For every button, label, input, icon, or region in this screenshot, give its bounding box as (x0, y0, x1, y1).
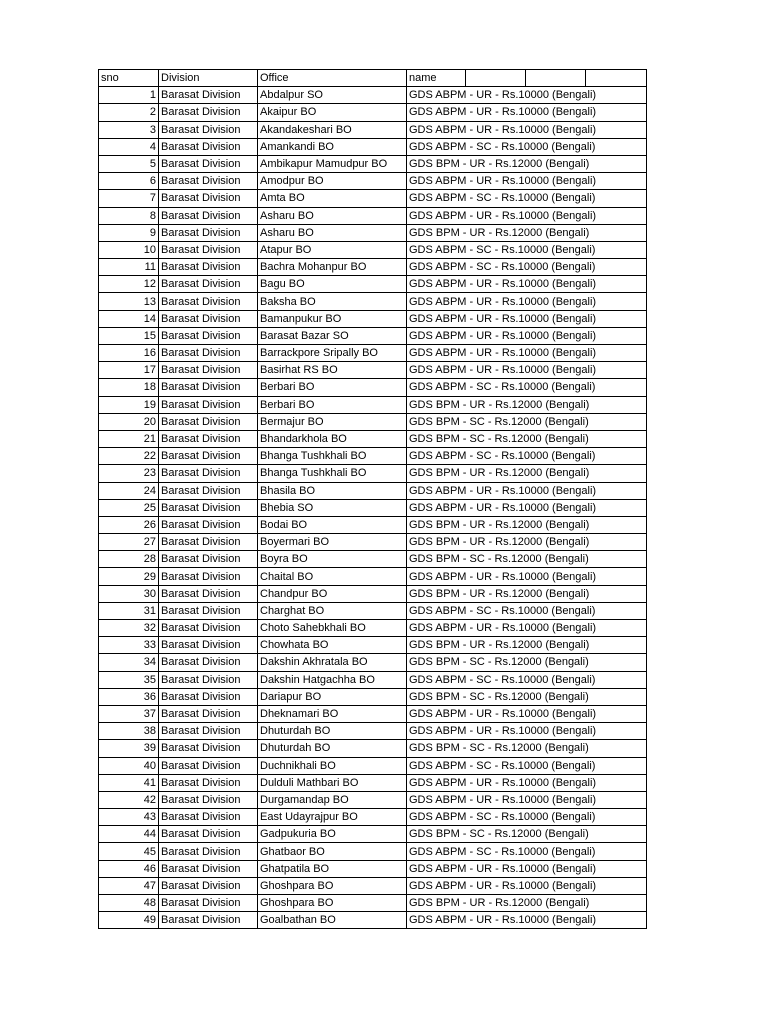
table-body (99, 70, 647, 929)
table-row (99, 465, 647, 482)
cell-office: Duchnikhali BO (258, 757, 407, 774)
cell-sno: 29 (99, 568, 159, 585)
cell-division: Barasat Division (159, 568, 258, 585)
cell-office: Choto Sahebkhali BO (258, 620, 407, 637)
cell-office: Amta BO (258, 190, 407, 207)
cell-sno: 15 (99, 327, 159, 344)
cell-name: GDS BPM - SC - Rs.12000 (Bengali) (407, 740, 647, 757)
header-empty-cell (466, 70, 526, 87)
cell-office: Basirhat RS BO (258, 362, 407, 379)
cell-sno: 19 (99, 396, 159, 413)
cell-sno: 33 (99, 637, 159, 654)
cell-sno: 40 (99, 757, 159, 774)
cell-name: GDS ABPM - UR - Rs.10000 (Bengali) (407, 310, 647, 327)
cell-division: Barasat Division (159, 224, 258, 241)
table-row (99, 877, 647, 894)
table-row (99, 895, 647, 912)
cell-sno: 30 (99, 585, 159, 602)
header-division: Division (159, 70, 258, 87)
cell-division: Barasat Division (159, 465, 258, 482)
table-row (99, 413, 647, 430)
cell-sno: 23 (99, 465, 159, 482)
table-row (99, 241, 647, 258)
table-row (99, 224, 647, 241)
table-row (99, 345, 647, 362)
cell-sno: 18 (99, 379, 159, 396)
cell-office: Bhanga Tushkhali BO (258, 448, 407, 465)
table-row (99, 362, 647, 379)
cell-sno: 47 (99, 877, 159, 894)
cell-office: Bhanga Tushkhali BO (258, 465, 407, 482)
cell-name: GDS ABPM - SC - Rs.10000 (Bengali) (407, 241, 647, 258)
table-row (99, 173, 647, 190)
cell-office: Bagu BO (258, 276, 407, 293)
cell-division: Barasat Division (159, 551, 258, 568)
cell-sno: 9 (99, 224, 159, 241)
cell-office: Baksha BO (258, 293, 407, 310)
table-row (99, 534, 647, 551)
cell-name: GDS ABPM - UR - Rs.10000 (Bengali) (407, 877, 647, 894)
cell-division: Barasat Division (159, 705, 258, 722)
cell-name: GDS ABPM - UR - Rs.10000 (Bengali) (407, 860, 647, 877)
cell-office: Akandakeshari BO (258, 121, 407, 138)
table-row (99, 155, 647, 172)
table-row (99, 516, 647, 533)
cell-sno: 34 (99, 654, 159, 671)
cell-name: GDS ABPM - UR - Rs.10000 (Bengali) (407, 723, 647, 740)
cell-division: Barasat Division (159, 516, 258, 533)
cell-name: GDS BPM - UR - Rs.12000 (Bengali) (407, 465, 647, 482)
cell-sno: 36 (99, 688, 159, 705)
cell-office: Ghoshpara BO (258, 895, 407, 912)
cell-sno: 17 (99, 362, 159, 379)
table-row (99, 138, 647, 155)
cell-office: Bhandarkhola BO (258, 430, 407, 447)
header-empty-cell (526, 70, 586, 87)
cell-name: GDS ABPM - UR - Rs.10000 (Bengali) (407, 276, 647, 293)
cell-division: Barasat Division (159, 585, 258, 602)
cell-name: GDS BPM - SC - Rs.12000 (Bengali) (407, 551, 647, 568)
cell-division: Barasat Division (159, 499, 258, 516)
table-row (99, 293, 647, 310)
cell-office: Chandpur BO (258, 585, 407, 602)
cell-office: Bhebia SO (258, 499, 407, 516)
header-sno: sno (99, 70, 159, 87)
table-row (99, 843, 647, 860)
cell-division: Barasat Division (159, 293, 258, 310)
cell-division: Barasat Division (159, 534, 258, 551)
cell-division: Barasat Division (159, 207, 258, 224)
cell-name: GDS BPM - UR - Rs.12000 (Bengali) (407, 895, 647, 912)
cell-sno: 32 (99, 620, 159, 637)
cell-office: Asharu BO (258, 207, 407, 224)
cell-name: GDS ABPM - SC - Rs.10000 (Bengali) (407, 843, 647, 860)
cell-sno: 11 (99, 259, 159, 276)
cell-sno: 42 (99, 791, 159, 808)
cell-division: Barasat Division (159, 912, 258, 929)
cell-sno: 22 (99, 448, 159, 465)
cell-division: Barasat Division (159, 602, 258, 619)
cell-name: GDS ABPM - UR - Rs.10000 (Bengali) (407, 293, 647, 310)
cell-division: Barasat Division (159, 671, 258, 688)
cell-office: Bamanpukur BO (258, 310, 407, 327)
table-row (99, 826, 647, 843)
cell-office: Bhasila BO (258, 482, 407, 499)
cell-office: Ambikapur Mamudpur BO (258, 155, 407, 172)
table-row (99, 396, 647, 413)
cell-division: Barasat Division (159, 310, 258, 327)
cell-division: Barasat Division (159, 723, 258, 740)
table-row (99, 259, 647, 276)
cell-office: Dakshin Akhratala BO (258, 654, 407, 671)
cell-division: Barasat Division (159, 482, 258, 499)
cell-name: GDS BPM - SC - Rs.12000 (Bengali) (407, 654, 647, 671)
cell-sno: 38 (99, 723, 159, 740)
cell-sno: 43 (99, 809, 159, 826)
cell-division: Barasat Division (159, 241, 258, 258)
cell-name: GDS ABPM - UR - Rs.10000 (Bengali) (407, 482, 647, 499)
cell-division: Barasat Division (159, 774, 258, 791)
cell-sno: 1 (99, 87, 159, 104)
cell-name: GDS ABPM - SC - Rs.10000 (Bengali) (407, 602, 647, 619)
cell-division: Barasat Division (159, 843, 258, 860)
cell-sno: 12 (99, 276, 159, 293)
cell-sno: 10 (99, 241, 159, 258)
cell-office: Dulduli Mathbari BO (258, 774, 407, 791)
cell-name: GDS ABPM - SC - Rs.10000 (Bengali) (407, 671, 647, 688)
cell-name: GDS BPM - UR - Rs.12000 (Bengali) (407, 637, 647, 654)
table-row (99, 448, 647, 465)
cell-name: GDS ABPM - SC - Rs.10000 (Bengali) (407, 809, 647, 826)
cell-division: Barasat Division (159, 413, 258, 430)
cell-name: GDS BPM - UR - Rs.12000 (Bengali) (407, 396, 647, 413)
cell-name: GDS BPM - SC - Rs.12000 (Bengali) (407, 430, 647, 447)
cell-name: GDS BPM - UR - Rs.12000 (Bengali) (407, 585, 647, 602)
cell-office: Dakshin Hatgachha BO (258, 671, 407, 688)
cell-office: Ghatpatila BO (258, 860, 407, 877)
cell-sno: 8 (99, 207, 159, 224)
table-row (99, 620, 647, 637)
table-row (99, 723, 647, 740)
cell-office: Durgamandap BO (258, 791, 407, 808)
cell-sno: 25 (99, 499, 159, 516)
cell-division: Barasat Division (159, 396, 258, 413)
cell-sno: 37 (99, 705, 159, 722)
cell-division: Barasat Division (159, 860, 258, 877)
cell-sno: 20 (99, 413, 159, 430)
table-row (99, 430, 647, 447)
cell-division: Barasat Division (159, 688, 258, 705)
cell-name: GDS ABPM - SC - Rs.10000 (Bengali) (407, 138, 647, 155)
cell-office: Berbari BO (258, 379, 407, 396)
cell-division: Barasat Division (159, 345, 258, 362)
cell-sno: 2 (99, 104, 159, 121)
cell-office: Ghoshpara BO (258, 877, 407, 894)
cell-office: Goalbathan BO (258, 912, 407, 929)
table-row (99, 912, 647, 929)
cell-office: Dariapur BO (258, 688, 407, 705)
cell-sno: 6 (99, 173, 159, 190)
cell-division: Barasat Division (159, 620, 258, 637)
cell-office: Asharu BO (258, 224, 407, 241)
cell-name: GDS ABPM - SC - Rs.10000 (Bengali) (407, 190, 647, 207)
cell-division: Barasat Division (159, 190, 258, 207)
cell-office: Charghat BO (258, 602, 407, 619)
cell-sno: 16 (99, 345, 159, 362)
cell-division: Barasat Division (159, 895, 258, 912)
cell-name: GDS ABPM - UR - Rs.10000 (Bengali) (407, 568, 647, 585)
cell-office: Boyra BO (258, 551, 407, 568)
cell-sno: 14 (99, 310, 159, 327)
table-row (99, 379, 647, 396)
cell-name: GDS ABPM - UR - Rs.10000 (Bengali) (407, 207, 647, 224)
cell-name: GDS BPM - UR - Rs.12000 (Bengali) (407, 534, 647, 551)
table-row (99, 276, 647, 293)
cell-division: Barasat Division (159, 379, 258, 396)
cell-name: GDS BPM - SC - Rs.12000 (Bengali) (407, 413, 647, 430)
table-row (99, 568, 647, 585)
table-row (99, 87, 647, 104)
cell-sno: 3 (99, 121, 159, 138)
cell-sno: 45 (99, 843, 159, 860)
cell-name: GDS ABPM - UR - Rs.10000 (Bengali) (407, 620, 647, 637)
table-row (99, 310, 647, 327)
cell-sno: 31 (99, 602, 159, 619)
cell-office: Bodai BO (258, 516, 407, 533)
header-name: name (407, 70, 466, 87)
cell-office: Atapur BO (258, 241, 407, 258)
vacancy-table (98, 69, 647, 929)
cell-name: GDS ABPM - SC - Rs.10000 (Bengali) (407, 757, 647, 774)
cell-office: Gadpukuria BO (258, 826, 407, 843)
table-row (99, 637, 647, 654)
cell-division: Barasat Division (159, 826, 258, 843)
cell-name: GDS BPM - SC - Rs.12000 (Bengali) (407, 826, 647, 843)
cell-division: Barasat Division (159, 809, 258, 826)
cell-sno: 7 (99, 190, 159, 207)
cell-office: East Udayrajpur BO (258, 809, 407, 826)
table-row (99, 551, 647, 568)
cell-division: Barasat Division (159, 87, 258, 104)
header-empty-cell (586, 70, 647, 87)
cell-division: Barasat Division (159, 276, 258, 293)
cell-division: Barasat Division (159, 327, 258, 344)
cell-name: GDS ABPM - UR - Rs.10000 (Bengali) (407, 499, 647, 516)
cell-sno: 5 (99, 155, 159, 172)
cell-division: Barasat Division (159, 448, 258, 465)
cell-division: Barasat Division (159, 654, 258, 671)
cell-sno: 4 (99, 138, 159, 155)
cell-office: Dheknamari BO (258, 705, 407, 722)
cell-name: GDS ABPM - UR - Rs.10000 (Bengali) (407, 362, 647, 379)
cell-division: Barasat Division (159, 155, 258, 172)
table-row (99, 809, 647, 826)
cell-sno: 41 (99, 774, 159, 791)
table-row (99, 602, 647, 619)
table-row (99, 104, 647, 121)
table-row (99, 499, 647, 516)
cell-office: Abdalpur SO (258, 87, 407, 104)
cell-office: Barasat Bazar SO (258, 327, 407, 344)
table-row (99, 207, 647, 224)
cell-division: Barasat Division (159, 740, 258, 757)
table-row (99, 327, 647, 344)
cell-name: GDS ABPM - SC - Rs.10000 (Bengali) (407, 379, 647, 396)
cell-office: Chowhata BO (258, 637, 407, 654)
cell-sno: 46 (99, 860, 159, 877)
cell-sno: 26 (99, 516, 159, 533)
cell-name: GDS BPM - UR - Rs.12000 (Bengali) (407, 516, 647, 533)
table-row (99, 688, 647, 705)
cell-office: Akaipur BO (258, 104, 407, 121)
table-row (99, 774, 647, 791)
cell-sno: 13 (99, 293, 159, 310)
table-row (99, 482, 647, 499)
cell-name: GDS ABPM - UR - Rs.10000 (Bengali) (407, 87, 647, 104)
cell-sno: 35 (99, 671, 159, 688)
cell-office: Barrackpore Sripally BO (258, 345, 407, 362)
cell-division: Barasat Division (159, 138, 258, 155)
cell-office: Bachra Mohanpur BO (258, 259, 407, 276)
cell-name: GDS ABPM - SC - Rs.10000 (Bengali) (407, 259, 647, 276)
cell-division: Barasat Division (159, 173, 258, 190)
cell-division: Barasat Division (159, 757, 258, 774)
table-row (99, 671, 647, 688)
cell-office: Dhuturdah BO (258, 740, 407, 757)
cell-office: Bermajur BO (258, 413, 407, 430)
table-row (99, 654, 647, 671)
cell-sno: 39 (99, 740, 159, 757)
cell-office: Dhuturdah BO (258, 723, 407, 740)
table-row (99, 757, 647, 774)
cell-division: Barasat Division (159, 791, 258, 808)
cell-division: Barasat Division (159, 430, 258, 447)
cell-division: Barasat Division (159, 121, 258, 138)
header-row (99, 70, 647, 87)
cell-office: Chaital BO (258, 568, 407, 585)
cell-division: Barasat Division (159, 259, 258, 276)
cell-office: Amankandi BO (258, 138, 407, 155)
table-row (99, 860, 647, 877)
cell-name: GDS ABPM - SC - Rs.10000 (Bengali) (407, 448, 647, 465)
cell-sno: 48 (99, 895, 159, 912)
cell-name: GDS ABPM - UR - Rs.10000 (Bengali) (407, 912, 647, 929)
cell-sno: 24 (99, 482, 159, 499)
table-row (99, 740, 647, 757)
table-row (99, 190, 647, 207)
cell-office: Boyermari BO (258, 534, 407, 551)
cell-name: GDS ABPM - UR - Rs.10000 (Bengali) (407, 104, 647, 121)
header-office: Office (258, 70, 407, 87)
table-row (99, 121, 647, 138)
cell-name: GDS ABPM - UR - Rs.10000 (Bengali) (407, 173, 647, 190)
cell-sno: 21 (99, 430, 159, 447)
cell-sno: 28 (99, 551, 159, 568)
cell-division: Barasat Division (159, 637, 258, 654)
cell-division: Barasat Division (159, 877, 258, 894)
cell-division: Barasat Division (159, 362, 258, 379)
cell-sno: 27 (99, 534, 159, 551)
cell-office: Amodpur BO (258, 173, 407, 190)
table-row (99, 705, 647, 722)
table-row (99, 585, 647, 602)
cell-division: Barasat Division (159, 104, 258, 121)
cell-name: GDS ABPM - UR - Rs.10000 (Bengali) (407, 327, 647, 344)
cell-name: GDS ABPM - UR - Rs.10000 (Bengali) (407, 791, 647, 808)
cell-sno: 49 (99, 912, 159, 929)
cell-name: GDS BPM - UR - Rs.12000 (Bengali) (407, 224, 647, 241)
cell-office: Berbari BO (258, 396, 407, 413)
cell-name: GDS ABPM - UR - Rs.10000 (Bengali) (407, 705, 647, 722)
cell-name: GDS ABPM - UR - Rs.10000 (Bengali) (407, 774, 647, 791)
cell-name: GDS BPM - UR - Rs.12000 (Bengali) (407, 155, 647, 172)
table-row (99, 791, 647, 808)
spreadsheet (98, 69, 647, 929)
cell-name: GDS ABPM - UR - Rs.10000 (Bengali) (407, 345, 647, 362)
cell-office: Ghatbaor BO (258, 843, 407, 860)
cell-name: GDS ABPM - UR - Rs.10000 (Bengali) (407, 121, 647, 138)
cell-name: GDS BPM - SC - Rs.12000 (Bengali) (407, 688, 647, 705)
cell-sno: 44 (99, 826, 159, 843)
